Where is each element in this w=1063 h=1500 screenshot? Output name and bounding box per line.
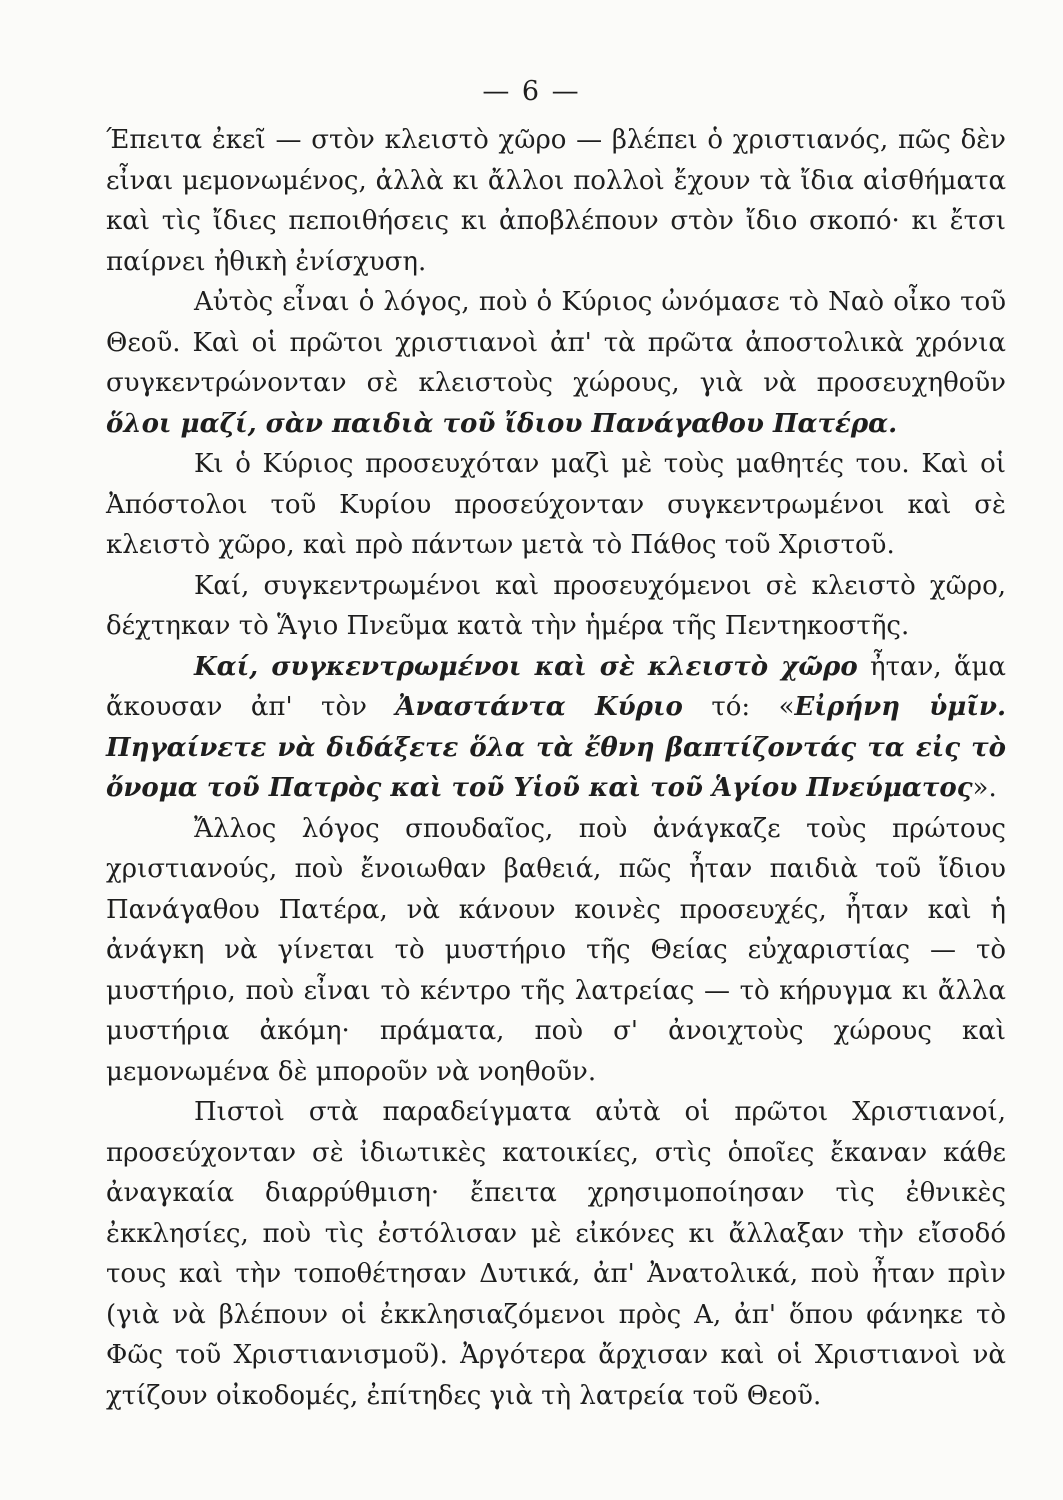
text-run: τό: «: [682, 692, 795, 722]
page-number: — 6 —: [482, 76, 581, 107]
paragraph: [106, 282, 1006, 444]
paragraph: [106, 120, 1006, 282]
text-run: Καί, συγκεντρωμένοι καὶ προσευχόμενοι σὲ κλειστὸ χῶρο, δέχτηκαν τὸ Ἅγιο Πνεῦμα κατὰ τὴν ἡμέρα τῆς Πεντηκοστῆς.: [106, 570, 1006, 641]
text-run: ».: [972, 773, 997, 803]
body-text: [106, 120, 1006, 1416]
emphasized-text: Εἰρήνη ὑμῖν. Πηγαίνετε νὰ διδάξετε ὅλα τὰ ἔθνη βαπτίζοντάς τα εἰς τὸ ὄνομα τοῦ Πατρὸς καὶ τοῦ Υἱοῦ καὶ τοῦ Ἁγίου Πνεύματος: [106, 692, 1007, 803]
paragraph: [106, 444, 1006, 566]
emphasized-text: Καί, συγκεντρωμένοι καὶ σὲ κλειστὸ χῶρο: [194, 651, 858, 682]
text-run: Ἄλλος λόγος σπουδαῖος, ποὺ ἀνάγκαζε τοὺς πρώτους χριστιανούς, ποὺ ἔνοιωθαν βαθειά, πῶς ἦταν παιδιὰ τοῦ ἴδιου Πανάγαθου Πατέρα, νὰ κάνουν κοινὲς προσευχές, ἦταν καὶ ἡ ἀνάγκη νὰ γίνεται τὸ μυστήριο τῆς Θείας εὐχαριστίας — τὸ μυστήριο, ποὺ εἶναι τὸ κέντρο τῆς λατρείας — τὸ κήρυγμα κι ἄλλα μυστήρια ἀκόμη· πράματα, ποὺ σ' ἀνοιχτοὺς χώρους καὶ μεμονωμένα δὲ μποροῦν νὰ νοηθοῦν.: [106, 813, 1006, 1087]
paragraph: [106, 647, 1006, 809]
paragraph: [106, 809, 1006, 1093]
paragraph: [106, 1092, 1006, 1416]
text-run: Κι ὁ Κύριος προσευχόταν μαζὶ μὲ τοὺς μαθητές του. Καὶ οἱ Ἀπόστολοι τοῦ Κυρίου προσεύχονταν συγκεντρωμένοι καὶ σὲ κλειστὸ χῶρο, καὶ πρὸ πάντων μετὰ τὸ Πάθος τοῦ Χριστοῦ.: [106, 449, 1006, 560]
text-run: Έπειτα ἐκεῖ — στὸν κλειστὸ χῶρο — βλέπει ὁ χριστιανός, πῶς δὲν εἶναι μεμονωμένος, ἀλλὰ κι ἄλλοι πολλοὶ ἔχουν τὰ ἴδια αἰσθήματα καὶ τὶς ἴδιες πεποιθήσεις κι ἀποβλέπουν στὸν ἴδιο σκοπό· κι ἔτσι παίρνει ἠθικὴ ἐνίσχυση.: [106, 125, 1006, 277]
emphasized-text: Ἀναστάντα Κύριο: [395, 692, 683, 722]
emphasized-text: ὅλοι μαζί, σὰν παιδιὰ τοῦ ἴδιου Πανάγαθου Πατέρα.: [106, 408, 898, 439]
text-run: Πιστοὶ στὰ παραδείγματα αὐτὰ οἱ πρῶτοι Χριστιανοί, προσεύχονταν σὲ ἰδιωτικὲς κατοικίες, στὶς ὁποῖες ἔκαναν κάθε ἀναγκαία διαρρύθμιση· ἔπειτα χρησιμοποίησαν τὶς ἐθνικὲς ἐκκλησίες, ποὺ τὶς ἐστόλισαν μὲ εἰκόνες κι ἄλλαξαν τὴν εἴσοδό τους καὶ τὴν τοποθέτησαν Δυτικά, ἀπ' Ἀνατολικά, ποὺ ἦταν πρὶν (γιὰ νὰ βλέπουν οἱ ἐκκλησιαζόμενοι πρὸς Α, ἀπ' ὅπου φάνηκε τὸ Φῶς τοῦ Χριστιανισμοῦ). Ἀργότερα ἄρχισαν καὶ οἱ Χριστιανοὶ νὰ χτίζουν οἰκοδομές, ἐπίτηδες γιὰ τὴ λατρεία τοῦ Θεοῦ.: [106, 1097, 1006, 1411]
paragraph: [106, 566, 1006, 647]
text-run: ἦταν, ἅμα ἄκουσαν ἀπ' τὸν: [106, 651, 1006, 722]
text-run: Αὐτὸς εἶναι ὁ λόγος, ποὺ ὁ Κύριος ὠνόμασε τὸ Ναὸ οἶκο τοῦ Θεοῦ. Καὶ οἱ πρῶτοι χριστιανοὶ ἀπ' τὰ πρῶτα ἀποστολικὰ χρόνια συγκεντρώνονταν σὲ κλειστοὺς χώρους, γιὰ νὰ προσευχηθοῦν: [106, 287, 1006, 398]
